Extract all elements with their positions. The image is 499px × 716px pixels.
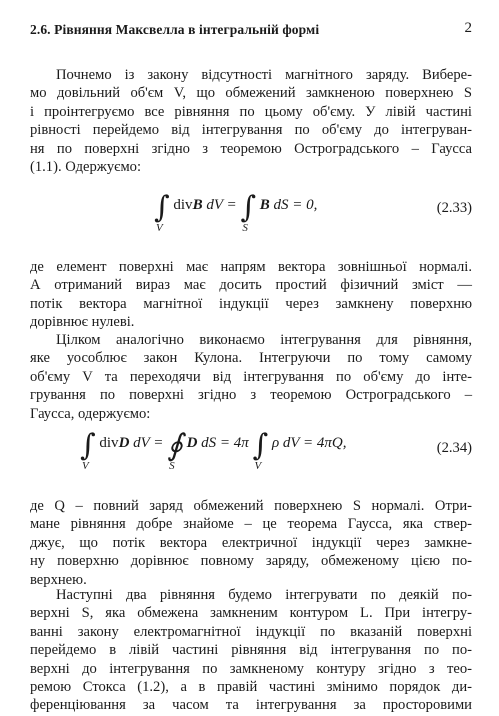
closed-integral-sign: ∮ S bbox=[167, 428, 183, 472]
text-line: і проінтегруємо все рівняння по цьому об'єму. У лівій частині bbox=[30, 103, 472, 120]
differential: dV = bbox=[133, 435, 164, 451]
paragraph-intro bbox=[30, 66, 472, 176]
integral-sign: ∫ V bbox=[80, 428, 96, 472]
text-line: Цілком аналогічно виконаємо інтегрування для рівняння, bbox=[56, 332, 472, 348]
equation-2-33 bbox=[30, 190, 472, 240]
div-operator: div bbox=[173, 197, 193, 213]
differential: dV = bbox=[206, 197, 237, 213]
section-title: 2.6. Рівняння Максвелла в інтегральній формі bbox=[30, 22, 320, 37]
vector-symbol: D bbox=[118, 435, 130, 451]
paragraph-coulomb bbox=[30, 331, 472, 423]
text-line: перейдемо в лівій частині рівняння від інтегрування по по- bbox=[30, 642, 472, 659]
vector-symbol: D bbox=[186, 435, 198, 451]
integral-limit: S bbox=[242, 222, 248, 234]
text-line: (1.1). Одержуємо: bbox=[30, 159, 142, 176]
text-line: джує, що потік вектора електричної індукції через замкне- bbox=[30, 534, 472, 551]
text-line: грування по поверхні згідно з теоремою Остроградського – bbox=[30, 387, 472, 404]
text-line: Гаусса, одержуємо: bbox=[30, 405, 151, 422]
equation-number: (2.33) bbox=[436, 200, 472, 216]
paragraph-magnetic-flux bbox=[30, 258, 472, 332]
text-line: мо довільний об'єм V, що обмежений замкненою поверхнею S bbox=[30, 85, 472, 102]
page-number: 2 bbox=[464, 20, 472, 36]
equation-number: (2.34) bbox=[436, 440, 472, 456]
text-line: об'єму V та переходячи від інтегрування по об'єму до інте- bbox=[30, 368, 472, 385]
differential: dS = 4π bbox=[201, 435, 249, 451]
page-header bbox=[30, 22, 472, 42]
text-line: мане рівняння добре знайоме – це теорема Гаусса, яка ствер- bbox=[30, 516, 472, 533]
charge-density-term: ρ dV = 4πQ, bbox=[271, 435, 347, 451]
text-line: А отриманий вираз має досить простий фізичний зміст — bbox=[30, 277, 472, 294]
div-operator: div bbox=[99, 435, 119, 451]
text-line: де Q – повний заряд обмежений поверхнею S нормалі. Отри- bbox=[30, 498, 472, 514]
integral-sign: ∫ S bbox=[240, 190, 256, 234]
text-line: яке уособлює закон Кулона. Інтегруючи по тому самому bbox=[30, 350, 472, 367]
differential: dS = 0, bbox=[273, 197, 318, 213]
text-line: ну поверхню дорівнює повному заряду, обмеженому цією по- bbox=[30, 553, 472, 570]
integral-sign: ∫ V bbox=[252, 428, 269, 472]
integral-limit: S bbox=[169, 460, 175, 472]
text-line: дорівнює нулеві. bbox=[30, 314, 135, 331]
text-line: де елемент поверхні має напрям вектора зовнішньої нормалі. bbox=[30, 259, 472, 275]
integral-limit: V bbox=[82, 460, 89, 472]
integral-sign: ∫ V bbox=[154, 190, 170, 234]
text-line: верхні S, яка обмежена замкненим контуром L. При інтегру- bbox=[30, 605, 472, 622]
text-line: верхнею. bbox=[30, 571, 87, 588]
paragraph-stokes bbox=[30, 586, 472, 715]
vector-symbol: B bbox=[259, 197, 270, 213]
integral-limit: V bbox=[254, 460, 262, 472]
text-line: Почнемо із закону відсутності магнітного заряду. Вибере- bbox=[56, 67, 472, 83]
text-line: ня по поверхні згідно з теоремою Остроградського – Гаусса bbox=[30, 140, 472, 157]
vector-symbol: B bbox=[192, 197, 203, 213]
text-line: Наступні два рівняння будемо інтегрувати по деякій по- bbox=[56, 587, 472, 603]
equation-body bbox=[80, 428, 347, 472]
text-line: ремою Стокса (1.2), а в правій частині змінимо порядок ди- bbox=[30, 679, 472, 696]
equation-body bbox=[154, 190, 318, 234]
equation-2-34 bbox=[30, 428, 472, 480]
text-line: верхні до інтегрування по замкненому контуру згідно з тео- bbox=[30, 660, 472, 677]
paragraph-gauss-theorem bbox=[30, 497, 472, 589]
integral-limit: V bbox=[156, 222, 163, 234]
text-line: ференціювання за часом та інтегрування за просторовими bbox=[30, 697, 472, 714]
text-line: потік вектора магнітної індукції через замкнену поверхню bbox=[30, 295, 472, 312]
text-line: ванні закону електромагнітної індукції по вказаній поверхні bbox=[30, 623, 472, 640]
text-line: рівності перейдемо від інтегрування по об'єму до інтегруван- bbox=[30, 122, 472, 139]
